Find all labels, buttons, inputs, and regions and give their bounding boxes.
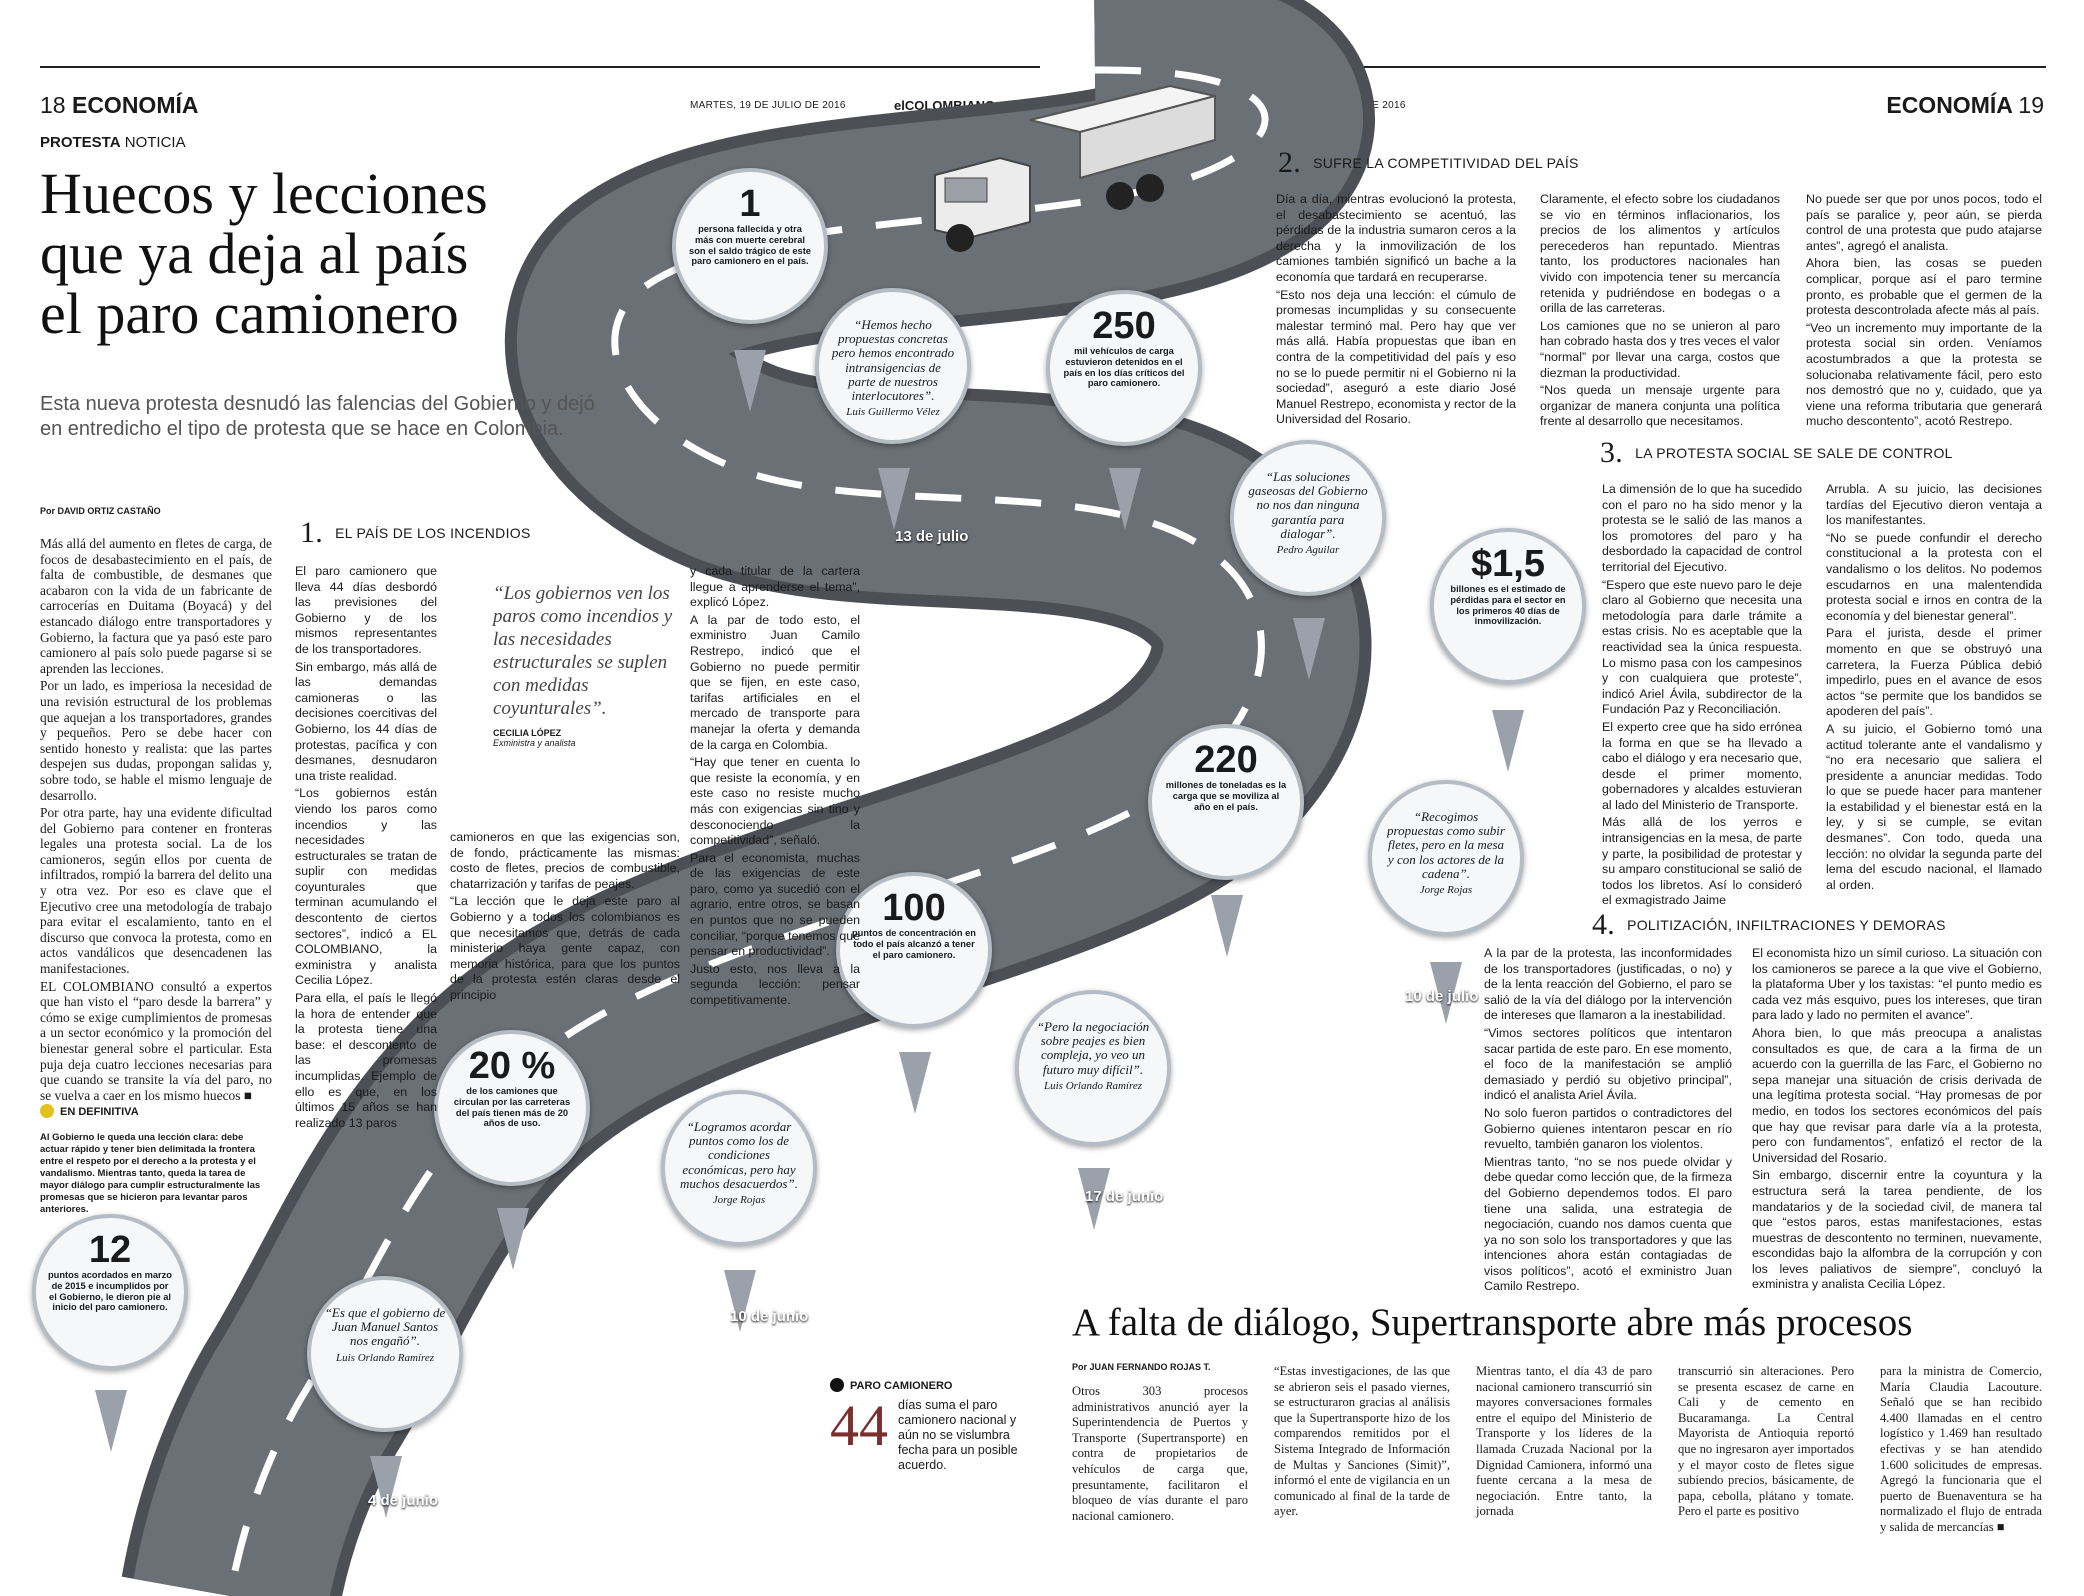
pin-tip: [734, 350, 766, 412]
pin-tip: [899, 1052, 931, 1114]
paro-camionero-box: PARO CAMIONERO 44 días suma el paro camionero nacional y aún no se vislumbra fecha para un posible acuerdo.: [830, 1380, 1018, 1472]
section-3-column-1: La dimensión de lo que ha sucedido con el paro no ha sido menor y la protesta se le salió de las manos a los promotores del paro y ha desbordado la capacidad de control territorial del Ejecutivo. “Espero que este nuevo paro le deje claro al Gobierno que necesita una metodología para darle trámite a estas crisis. No es aceptable que la reactividad sea la única respuesta. Lo mismo pasa con los campesinos y con cualquiera que proteste”, indicó Ariel Ávila, subdirector de la Fundación Paz y Reconciliación. El experto cree que ha sido errónea la forma en que se ha llevado a cabo el diálogo y era necesario que, desde el primer momento, gobernadores y alcaldes estuvieran al lado del Ministerio de Transporte. Más allá de los yerros e intransigencias en la mesa, de parte y parte, la posibilidad de protestar y su amparo constitucional se salió de todos los libretos. Así lo consideró el exmagistrado Jaime: [1602, 482, 1802, 908]
section-4-column-1: A la par de la protesta, las inconformidades de los transportadores (justificadas, o no) y de la lenta reacción del Gobierno, el paro se salió de la vía del diálogo por la intervención de intereses que llamaron a la inestabilidad. “Vimos sectores políticos que intentaron sacar partida de este paro. En ese momento, el foco de la manifestación se amplió demasiado y perdió su objetivo principal”, indicó el analista Ariel Ávila. No solo fueron partidos o contradictores del Gobierno quienes intentaron pescar en río revuelto, también ganaron los violentos. Mientras tanto, “no se nos puede olvidar y debe quedar como lección que, de la firmeza del Gobierno dependemos todos. El paro tiene una salida, una estrategia de negociación, cuando nos damos cuenta que ya no son solo los transportadores y que las intenciones ahora están contagiadas de visos políticos”, acotó el exministro Juan Camilo Restrepo.: [1484, 946, 1732, 1294]
right-date: MARTES, 19 DE JULIO DE 2016: [1250, 100, 1406, 111]
brand-logo: elCOLOMBIANO: [894, 98, 996, 113]
pin-tip: [1293, 618, 1325, 680]
section-name: ECONOMÍA: [1886, 92, 2013, 118]
left-date: MARTES, 19 DE JULIO DE 2016: [690, 100, 846, 111]
second-story-column-1: Otros 303 procesos administrativos anunció ayer la Superintendencia de Puertos y Transporte (Supertransporte) en contra de propietarios de vehículos de carga que, presuntamente, facilitaron el bloqueo de vías durante el paro nacional camionero.: [1072, 1384, 1248, 1523]
stat-pin: 12 puntos acordados en marzo de 2015 e incumplidos por el Gobierno, le dieron pie al inicio del paro camionero.: [32, 1214, 188, 1370]
quote-pin: “Recogimos propuestas como subir fletes, pero en la mesa y con los actores de la cadena”. Jorge Rojas: [1368, 780, 1524, 936]
second-story-headline: A falta de diálogo, Supertransporte abre más procesos: [1072, 1301, 1913, 1344]
stat-pin: 220 millones de toneladas es la carga que se moviliza al año en el país.: [1148, 724, 1304, 880]
section-1-column-1: El paro camionero que lleva 44 días desbordó las previsiones del Gobierno y de los mismos representantes de los transportadores. Sin embargo, más allá de las demandas camioneras o las decisiones coercitivas del Gobierno, los 44 días de protestas, pacífica y con desmanes, desnudaron una triste realidad. “Los gobiernos están viendo los paros como incendios y las necesidades estructurales se tratan de suplir con medidas coyunturales que terminan acumulando el descontento de ciertos sectores”, indicó a EL COLOMBIANO, la exministra y analista Cecilia López. Para ella, el país le llegó la hora de entender que la protesta tiene una base: el descontento de las promesas incumplidas. Ejemplo de ello es que, en los últimos 15 años se han realizado 13 paros: [295, 564, 437, 1130]
section-1-column-2: camioneros en que las exigencias son, de fondo, prácticamente las mismas: costo de fletes, precios de combustible, chatarrización y tarifas de peajes. “La lección que le deja este paro al Gobierno y a todos los colombianos es que necesitamos que, detrás de cada ministerio haya gente capaz, con memoria histórica, para que los puntos de la protesta estén claras desde el principio: [450, 830, 680, 1002]
intro-column: Más allá del aumento en fletes de carga, de focos de desabastecimiento en el país, de falta de combustible, de desmanes que acabaron con la vida de un fabricante de carrocerías en Duitama (Boyacá) y del estancado diálogo entre transportadores y Gobierno, la factura que ya pasó este paro camionero al país solo puede pagarse si se aprenden las lecciones. Por un lado, es imperiosa la necesidad de una revisión estructural de los problemas que aquejan a los transportadores, grandes y pequeños. Pero se debe hacer con sentido honesto y realista: que las partes despejen sus dudas, propongan salidas y, sobre todo, se hable el mismo lenguaje de desarrollo. Por otra parte, hay una evidente dificultad del Gobierno para contener en fronteras legales una protesta social. La de los camioneros, según ellos por cuenta de infiltrados, rompió la barrera del delito una y otra vez. Por eso es clave que el Ejecutivo cree una metodología de trabajo para evitar el escalamiento, tanto en el discurso que convoca la protesta, como en actos vandálicos que desencadenen las manifestaciones. EL COLOMBIANO consultó a expertos que han visto el “paro desde la barrera” y cómo se exige cumplimientos de promesas a un sector económico y la promoción del bienestar general sobre el particular. Esta puja deja cuatro lecciones necesarias para que cuando se transite la vía del paro, no se vuelva a caer en los mismo huecos ■: [40, 536, 272, 1103]
section-2-column-2: Claramente, el efecto sobre los ciudadanos se vio en términos inflacionarios, los precios de los alimentos y artículos perecederos han repuntado. Mientras tanto, los productores nacionales han vivido con impotencia tener su mercancía retenida y pudriéndose en bodegas o a orilla de las carreteras. Los camiones que no se unieron al paro han cobrado hasta dos y tres veces el valor “normal” por llevar una carga, costos que diezman la productividad. “Nos queda un mensaje urgente para organizar de manera conjunta una política frente al desarrollo que necesitamos.: [1540, 192, 1780, 429]
checker-icon: [40, 1104, 54, 1118]
section-2-column-1: Día a día, mientras evolucionó la protesta, el desabastecimiento se acentuó, las pérdidas de la industria sumaron ceros a la derecha y la inmovilización de los camiones también significó un bache a la economía que tardará en recuperarse. “Esto nos deja una lección: el cúmulo de promesas incumplidas y su consecuente malestar terminó mal. Pero hay que ver más allá. Había propuestas que iban en contra de la competitividad del país y eso no se lo puede permitir ni el Gobierno ni la sociedad”, aseguró a este diario José Manuel Restrepo, economista y rector de la Universidad del Rosario.: [1276, 192, 1516, 427]
road-date: 10 de junio: [730, 1308, 809, 1325]
second-story-byline: Por JUAN FERNANDO ROJAS T.: [1072, 1362, 1211, 1372]
road-date: 13 de julio: [895, 528, 969, 545]
pin-tip: [1109, 468, 1141, 530]
stat-pin: 1 persona fallecida y otra más con muerte cerebral son el saldo trágico de este paro camionero en el país.: [672, 168, 828, 324]
second-story-column-4: transcurrió sin alteraciones. Pero se presenta escasez de carne en Cali y de cemento en Bucaramanga. La Central Mayorista de Antioquia reportó que no ingresaron ayer importados y el mayor costo de fletes sigue subiendo precios, básicamente, de papa, cebolla, plátano y tomate. Pero el parte es positivo: [1678, 1364, 1854, 1519]
deck: Esta nueva protesta desnudó las falencias del Gobierno y dejó en entredicho el tipo de protesta que se hace en Colombia.: [40, 393, 595, 440]
section-2-column-3: No puede ser que por unos pocos, todo el país se paralice y, peor aún, se pierda control de una protesta que pudo atajarse antes”, agregó el analista. Ahora bien, las cosas se pueden complicar, porque así el paro termine pronto, es probable que el germen de la protesta descontrolada afecte más al país. “Veo un incremento muy importante de la protesta social sin orden. Veníamos acostumbrados a que la protesta se solucionaba relativamente fácil, pero esto nos demostró que no y, cuidado, que ya viene una reforma tributaria que generará mucho descontento”, acotó Restrepo.: [1806, 192, 2042, 429]
truck-badge-icon: [830, 1378, 844, 1392]
pull-quote: “Los gobiernos ven los paros como incendios y las necesidades estructurales se suplen con medidas coyunturales”. CECILIA LÓPEZ Exministra y analista: [493, 583, 673, 748]
page-number: 19: [2018, 92, 2044, 118]
pin-tip: [1211, 895, 1243, 957]
road-date: 17 de junio: [1085, 1188, 1164, 1205]
stat-pin: $1,5 billones es el estimado de pérdidas para el sector en los primeros 40 días de inmovilización.: [1430, 528, 1586, 684]
section-3-title: 3. LA PROTESTA SOCIAL SE SALE DE CONTROL: [1600, 436, 1953, 469]
headline: Huecos y lecciones que ya deja al país el paro camionero: [40, 161, 488, 346]
second-story-column-2: “Estas investigaciones, de las que se abrieron seis el pasado viernes, se estructuraron gracias al análisis que la Supertransporte hizo de los comparendos remitidos por el Sistema Integrado de Información de Multas y Sanciones (Simit)”, informó el ente de vigilancia en un comunicado al final de la tarde de ayer.: [1274, 1364, 1450, 1519]
quote-pin: “Es que el gobierno de Juan Manuel Santos nos engañó”. Luis Orlando Ramírez: [307, 1276, 463, 1432]
pin-tip: [1492, 710, 1524, 772]
section-name: ECONOMÍA: [71, 92, 199, 118]
stat-pin: 100 puntos de concentración en todo el país alcanzó a tener el paro camionero.: [836, 872, 992, 1028]
section-4-title: 4. POLITIZACIÓN, INFILTRACIONES Y DEMORAS: [1592, 908, 1946, 941]
kicker: PROTESTA NOTICIA: [40, 134, 186, 151]
section-1-title: 1. EL PAÍS DE LOS INCENDIOS: [300, 516, 531, 549]
stat-pin: 20 % de los camiones que circulan por las carreteras del país tienen más de 20 años de uso.: [434, 1030, 590, 1186]
page-number: 18: [40, 92, 66, 118]
road-date: 4 de junio: [368, 1492, 439, 1509]
second-story-column-5: para la ministra de Comercio, María Claudia Lacouture. Señaló que se han recibido 4.400 llamadas en el centro logístico y 1.469 han resultado efectivas y se han atendido 1.600 solicitudes de empresas. Agregó la funcionaria que el puerto de Buenaventura se ha normalizado el flujo de entrada y salida de mercancías ■: [1880, 1364, 2042, 1534]
road-date: 10 de julio: [1405, 988, 1479, 1005]
pin-tip: [497, 1208, 529, 1270]
pin-tip: [95, 1390, 127, 1452]
stat-pin: 250 mil vehículos de carga estuvieron detenidos en el país en los días críticos del paro camionero.: [1046, 290, 1202, 446]
section-3-column-2: Arrubla. A su juicio, las decisiones tardías del Ejecutivo dieron ventaja a los manifestantes. “No se puede confundir el derecho constitucional a la protesta con el vandalismo o los delitos. No podemos escudarnos en una malentendida protesta social e irnos en contra de la economía y del bienestar general”. Para el jurista, desde el primer momento en que se obstruyó una carretera, la Fuerza Pública debió impedirlo, pues en el avance de esos actos “se permite que los bandidos se apoderen del país”. A su juicio, el Gobierno tomó una actitud tolerante ante el vandalismo y “no era necesario que saliera el presidente a anunciar medidas. Todo lo que se puede hacer para mantener la estabilidad y el bienestar está en la ley, y si se cumple, se evitan desmanes”. Con todo, queda una lección: no olvidar la segunda parte del lema del escudo nacional, el llamado al orden.: [1826, 482, 2042, 892]
quote-pin: “Pero la negociación sobre peajes es bien compleja, yo veo un futuro muy difícil”. Luis Orlando Ramírez: [1015, 990, 1171, 1146]
section-4-column-2: El economista hizo un símil curioso. La situación con los camioneros se parece a la que vive el Gobierno, la plataforma Uber y los taxistas: “el punto medio es cada vez más esquivo, pues los intereses, que tiran para lado y lado no permiten el avance”. Ahora bien, lo que más preocupa a analistas consultados es que, de cara a la firma de un acuerdo con la guerrilla de las Farc, el Gobierno no sepa manejar una situación de crisis derivada de una legítima protesta social. “Hay promesas de por medio, en todos los sectores económicos del país que hay que revisar para darle vía a la protesta, pero con fundamentos”, enfatizó el rector de la Universidad del Rosario. Sin embargo, discernir entre la coyuntura y la estructura será la tarea pendiente, de los mandatarios y de la sociedad civil, de manera tal que “estos paros, estas manifestaciones, estas muestras de descontento no terminen, nuevamente, escondidas bajo la alfombra de la corrupción y con los leves paliativos de siempre”, concluyó la exministra y analista Cecilia López.: [1752, 946, 2042, 1292]
pin-tip: [878, 468, 910, 530]
section-2-title: 2. SUFRE LA COMPETITIVIDAD DEL PAÍS: [1278, 146, 1579, 179]
quote-pin: “Logramos acordar puntos como los de condiciones económicas, pero hay muchos desacuerdos”. Jorge Rojas: [661, 1090, 817, 1246]
days-count: 44: [830, 1393, 888, 1458]
en-definitiva-title: EN DEFINITIVA: [40, 1104, 272, 1118]
byline: Por DAVID ORTIZ CASTAÑO: [40, 506, 161, 516]
section-1-column-3: y cada titular de la cartera llegue a aprenderse el tema”, explicó López. A la par de todo esto, el exministro Juan Camilo Restrepo, indicó que el Gobierno no puede permitir que se fijen, en este caso, tarifas artificiales en el mercado de transporte para manejar la oferta y demanda de la carga en Colombia. “Hay que tener en cuenta lo que resiste la economía, y en este caso no resiste mucho más con exigencias sin tino y desconociendo la competitividad”, señaló. Para el economista, muchas de las exigencias de este paro, como ya sucedió con el agrario, entre otros, se basan en puntos que no se pueden conciliar, “porque tenemos que pensar en productividad”. Justo esto, nos lleva a la segunda lección: pensar competitivamente.: [690, 564, 860, 1008]
second-story-column-3: Mientras tanto, el día 43 de paro nacional camionero transcurrió sin mayores conversaciones formales entre el equipo del Ministerio de Transporte y los líderes de la llamada Cruzada Nacional por la Dignidad Camionera, informó una fuente cercana a la mesa de negociación. Entre tanto, la jornada: [1476, 1364, 1652, 1519]
quote-pin: “Las soluciones gaseosas del Gobierno no nos dan ninguna garantía para dialogar”. Pedro Aguilar: [1230, 440, 1386, 596]
quote-pin: “Hemos hecho propuestas concretas pero hemos encontrado intransigencias de parte de nuestros interlocutores”. Luis Guillermo Vélez: [815, 288, 971, 444]
en-definitiva-box: EN DEFINITIVA Al Gobierno le queda una lección clara: debe actuar rápido y tener bien delimitada la frontera entre el respeto por el derecho a la protesta y el vandalismo. Mientras tanto, queda la tarea de mayor diálogo para cumplir estructuralmente las promesas que se hicieron para levantar paros anteriores.: [40, 1104, 272, 1216]
